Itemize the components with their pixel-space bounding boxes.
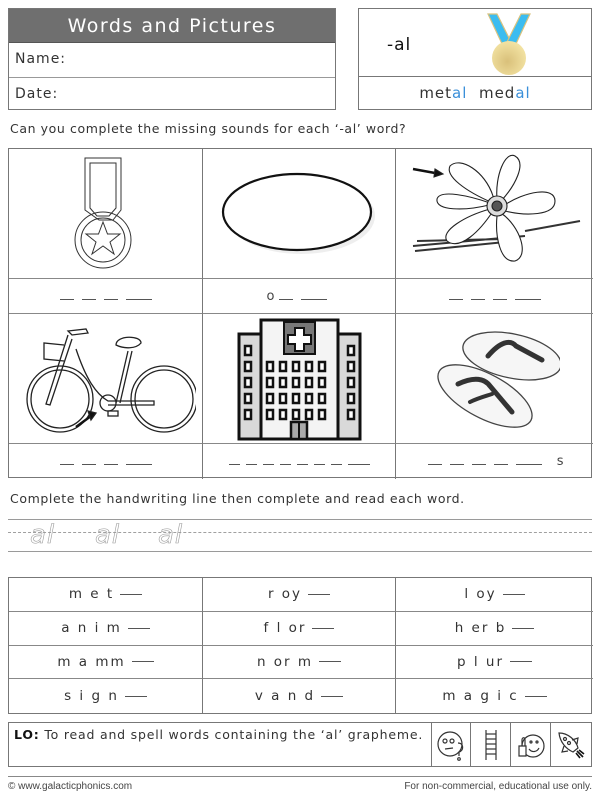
- answer-cell-sandals[interactable]: [396, 444, 593, 479]
- self-assessment-thumbs-up[interactable]: [511, 723, 551, 766]
- self-assessment-confused[interactable]: [432, 723, 472, 766]
- word-cell[interactable]: r oy: [203, 578, 396, 612]
- grapheme-label: -al: [387, 35, 412, 55]
- word-cell[interactable]: l oy: [396, 578, 593, 612]
- date-field[interactable]: [9, 77, 335, 111]
- rocket-icon: [556, 730, 586, 760]
- header-info-box: [8, 8, 336, 110]
- hospital-icon: [237, 316, 362, 441]
- instruction-handwriting: Complete the handwriting line then complete and read each word.: [10, 491, 465, 506]
- learning-objective-box: [8, 722, 592, 767]
- trace-letters-1: al: [30, 520, 56, 550]
- trace-letters-2: al: [95, 520, 121, 550]
- confused-face-icon: [436, 729, 466, 761]
- example-word-2: medal: [478, 84, 531, 102]
- word-cell[interactable]: h er b: [396, 612, 593, 646]
- date-label: Date:: [15, 86, 59, 102]
- word-cell[interactable]: v a n d: [203, 679, 396, 713]
- name-label: Name:: [15, 51, 67, 67]
- picture-cell-petal: [396, 149, 593, 279]
- answer-cell-medal[interactable]: [9, 279, 203, 314]
- ladder-icon: [484, 729, 498, 761]
- word-cell[interactable]: n or m: [203, 646, 396, 680]
- answer-blanks: [445, 289, 545, 304]
- word-completion-table: [8, 577, 592, 714]
- lo-text: To read and spell words containing the ‘al’ grapheme.: [44, 727, 424, 742]
- word-cell[interactable]: m a mm: [9, 646, 203, 680]
- thumbs-up-icon: [516, 730, 546, 760]
- word-cell[interactable]: m e t: [9, 578, 203, 612]
- medal-icon: [71, 154, 141, 274]
- copyright-link[interactable]: © www.galacticphonics.com: [8, 781, 133, 792]
- answer-blanks: s: [424, 454, 564, 469]
- learning-objective: [9, 723, 432, 766]
- example-word-1: metal: [419, 84, 468, 102]
- usage-notice: For non-commercial, educational use only.: [404, 781, 592, 792]
- trace-letters-3: al: [158, 520, 184, 550]
- word-cell[interactable]: f l or: [203, 612, 396, 646]
- gold-medal-icon: [479, 12, 539, 78]
- picture-cell-sandals: [396, 314, 593, 444]
- self-assessment-ladder[interactable]: [471, 723, 511, 766]
- name-field[interactable]: [9, 43, 335, 77]
- lo-label: LO:: [14, 727, 40, 742]
- footer-divider: [8, 776, 592, 777]
- answer-blanks: o: [267, 289, 332, 304]
- page-title: Words and Pictures: [9, 9, 335, 43]
- picture-cell-medal: [9, 149, 203, 279]
- sandals-icon: [430, 324, 560, 434]
- picture-cell-oval: [203, 149, 396, 279]
- word-cell[interactable]: a n i m: [9, 612, 203, 646]
- example-words: [359, 77, 591, 110]
- answer-cell-hospital[interactable]: [203, 444, 396, 479]
- answer-blanks: [56, 289, 156, 304]
- flower-petal-icon: [405, 151, 585, 276]
- picture-cell-pedal: [9, 314, 203, 444]
- word-cell[interactable]: s i g n: [9, 679, 203, 713]
- word-cell[interactable]: m a g i c: [396, 679, 593, 713]
- answer-cell-oval[interactable]: [203, 279, 396, 314]
- answer-cell-petal[interactable]: [396, 279, 593, 314]
- answer-blanks: [56, 454, 156, 469]
- bicycle-pedal-icon: [16, 319, 196, 439]
- picture-grid: [8, 148, 592, 478]
- handwriting-baseline[interactable]: [8, 551, 592, 552]
- self-assessment-rocket[interactable]: [551, 723, 591, 766]
- oval-icon: [219, 169, 379, 259]
- answer-cell-pedal[interactable]: [9, 444, 203, 479]
- instruction-missing-sounds: Can you complete the missing sounds for each ‘-al’ word?: [10, 121, 407, 136]
- picture-cell-hospital: [203, 314, 396, 444]
- word-cell[interactable]: p l ur: [396, 646, 593, 680]
- answer-blanks: [226, 454, 373, 469]
- grapheme-box: [358, 8, 592, 110]
